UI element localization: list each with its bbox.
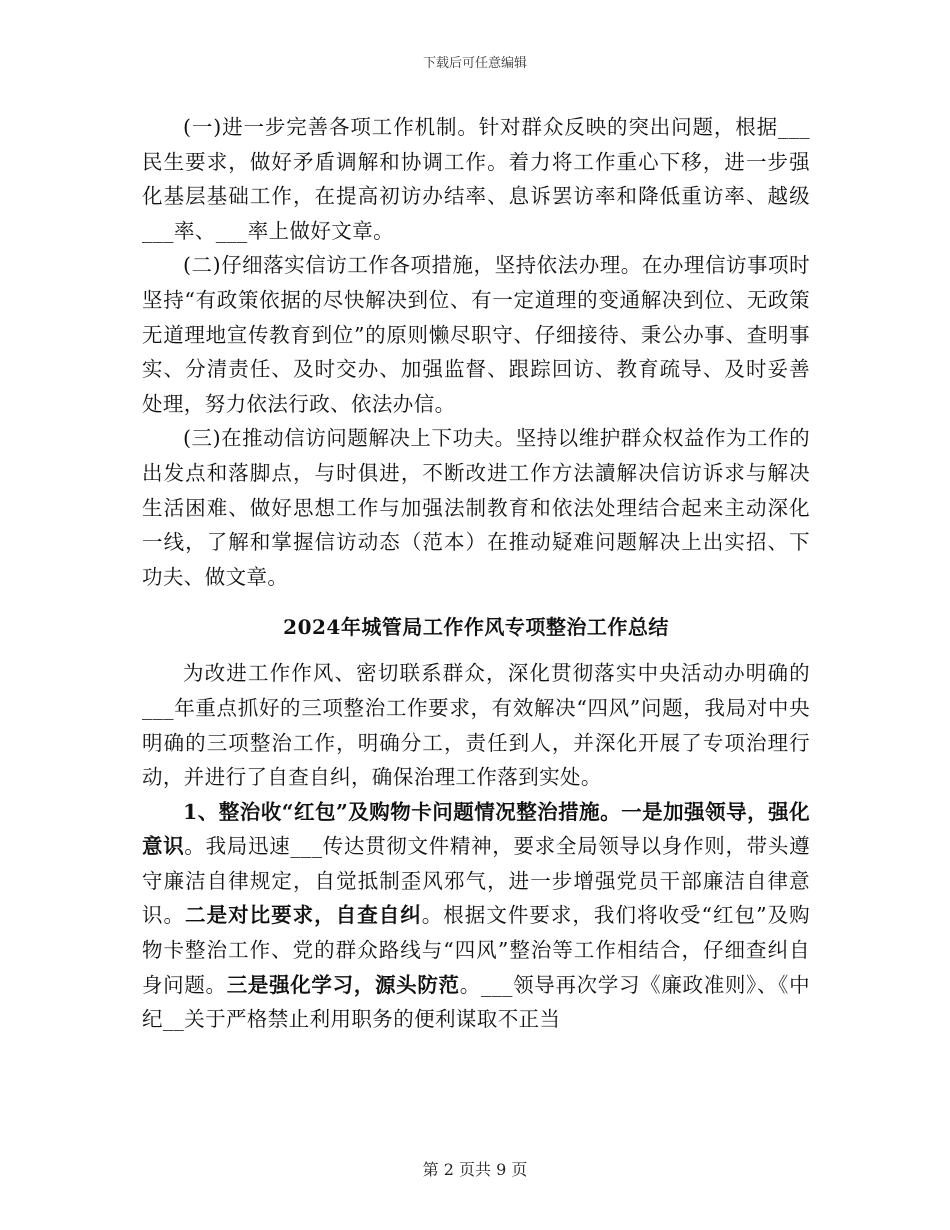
paragraph-measure-3: (三)在推动信访问题解决上下功夫。坚持以维护群众权益作为工作的出发点和落脚点，与时俱进，不断改进工作方法讀解决信访诉求与解决生活困难、做好思想工作与加强法制教育和依法处理结合起来主动深化一线，了解和掌握信访动态（范本）在推动疑难问题解决上出实招、下功夫、做文章。 [142, 426, 810, 589]
point-3-heading: 三是强化学习，源头防范 [226, 972, 460, 997]
point-2-text: 。根据文件要求，我们将收受“红包”及购物卡整治工作、党的群众路线与“四风”整治等工作相结合，仔细查纠自身问题。 [142, 903, 810, 997]
section-1-paragraph [142, 795, 810, 1037]
paragraph-measure-1: (一)进一步完善各项工作机制。针对群众反映的突出问题，根据___民生要求，做好矛盾调解和协调工作。着力将工作重心下移，进一步强化基层基础工作，在提高初访办结率、息诉罢访率和降低重访率、越级___率、___率上做好文章。 [142, 115, 810, 243]
section-1-heading: 1、整治收“红包”及购物卡问题情况整治措施。 [183, 799, 622, 824]
point-3-text: 。___领导再次学习《廉政准则》、《中纪__关于严格禁止利用职务的便利谋取不正当 [142, 972, 810, 1032]
point-1-heading: 一是加强领导，强化意识 [142, 799, 810, 859]
point-1-text: 。我局迅速___传达贯彻文件精神，要求全局领导以身作则，带头遵守廉洁自律规定，自觉抵制歪风邪气，进一步增强党员干部廉洁自律意识。 [142, 834, 810, 928]
paragraph-measure-2: (二)仔细落实信访工作各项措施，坚持依法办理。在办理信访事项时坚持“有政策依据的尽快解决到位、有一定道理的变通解决到位、无政策无道理地宣传教育到位”的原则懒尽职守、仔细接待、秉公办事、查明事实、分清责任、及时交办、加强监督、跟踪回访、教育疏导、及时妥善处理，努力依法行政、依法办信。 [142, 253, 810, 416]
document-body [142, 110, 810, 1037]
page-footer: 第 2 页共 9 页 [422, 1160, 528, 1179]
page-header: 下载后可任意编辑 [422, 56, 527, 71]
point-2-heading: 二是对比要求，自查自纠 [185, 903, 422, 928]
document-title: 2024年城管局工作作风专项整治工作总结 [283, 615, 669, 640]
intro-paragraph: 为改进工作作风、密切联系群众，深化贯彻落实中央活动办明确的___年重点抓好的三项整治工作要求，有效解决“四风”问题，我局对中央明确的三项整治工作，明确分工，责任到人，并深化开展了专项治理行动，并进行了自查自纠，确保治理工作落到实处。 [142, 661, 810, 790]
